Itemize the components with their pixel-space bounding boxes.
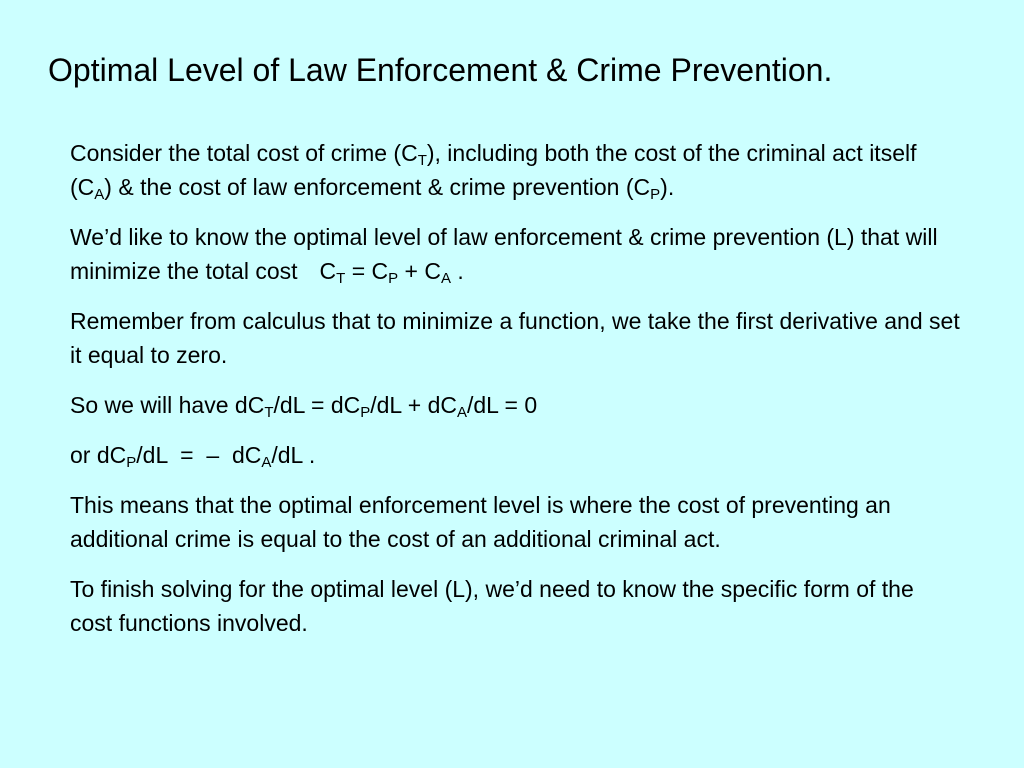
text: Consider the total cost of crime (C (70, 140, 418, 166)
subscript: A (441, 270, 452, 287)
paragraph-equality-condition (70, 438, 960, 472)
subscript: T (417, 152, 427, 169)
subscript: T (264, 404, 274, 421)
text: /dL = 0 (466, 392, 538, 418)
text: /dL = – dC (136, 442, 262, 468)
text: ) & the cost of law enforcement & crime prevention (C (104, 174, 651, 200)
paragraph-interpretation: This means that the optimal enforcement level is where the cost of preventing an additional crime is equal to the cost of an additional criminal act. (70, 492, 891, 552)
text: ), including both the cost of the criminal act itself (C (70, 140, 917, 200)
text: We’d like to know the optimal level of law enforcement & crime prevention (L) that will minimize the total cost (70, 224, 938, 284)
paragraph-conclusion: To finish solving for the optimal level (L), we’d need to know the specific form of the cost functions involved. (70, 576, 914, 636)
paragraph-total-cost (70, 136, 960, 204)
text: So we will have dC (70, 392, 265, 418)
subscript: T (336, 270, 346, 287)
text: or dC (70, 442, 127, 468)
paragraph-calculus: Remember from calculus that to minimize a function, we take the first derivative and set it equal to zero. (70, 308, 960, 368)
text: ). (660, 174, 675, 200)
slide-body (70, 136, 960, 656)
text: C (319, 258, 337, 284)
subscript: A (456, 404, 467, 421)
text: = C (345, 258, 389, 284)
subscript: P (360, 404, 371, 421)
subscript: A (94, 186, 105, 203)
paragraph-optimal-level (70, 220, 960, 288)
text: /dL + dC (370, 392, 457, 418)
text: /dL . (271, 442, 316, 468)
text: /dL = dC (273, 392, 361, 418)
subscript: A (261, 454, 272, 471)
slide-title: Optimal Level of Law Enforcement & Crime Prevention. (48, 52, 833, 88)
text: . (451, 258, 464, 284)
text: + C (398, 258, 441, 284)
paragraph-derivative-equation (70, 388, 960, 422)
subscript: P (650, 186, 661, 203)
subscript: P (388, 270, 399, 287)
subscript: P (126, 454, 137, 471)
